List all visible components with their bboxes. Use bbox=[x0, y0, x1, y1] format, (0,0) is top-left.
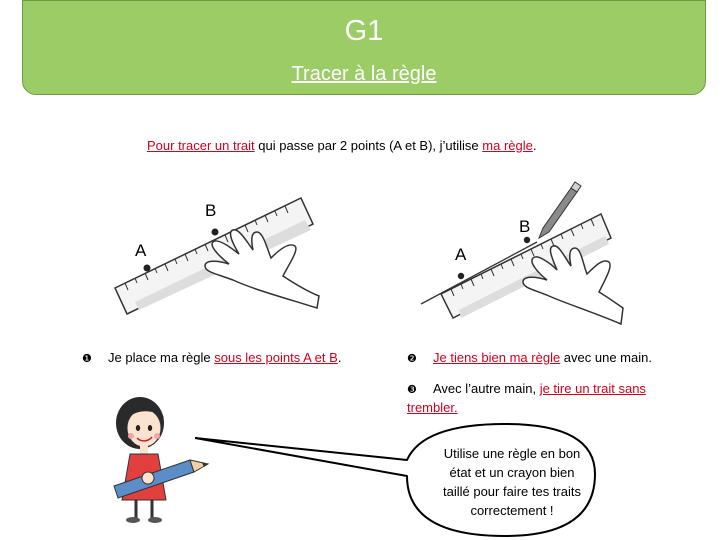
point-b-label: B bbox=[519, 217, 531, 236]
hand-icon bbox=[523, 246, 623, 324]
intro-text-end: . bbox=[532, 138, 537, 153]
intro-text bbox=[147, 137, 542, 154]
ruler-illustration-1 bbox=[105, 180, 325, 330]
step-3-text: Avec l’autre main, bbox=[433, 381, 540, 396]
point-a bbox=[458, 273, 464, 279]
page-subtitle: Tracer à la règle bbox=[291, 63, 437, 85]
point-a-label: A bbox=[135, 241, 147, 260]
intro-highlight-2: ma règle bbox=[482, 138, 533, 153]
hand-icon bbox=[142, 472, 154, 484]
point-a-label: A bbox=[455, 245, 467, 264]
title-banner bbox=[22, 0, 706, 95]
step-2-text: avec une main. bbox=[560, 350, 652, 365]
step-1-bullet: ❶ bbox=[82, 353, 92, 365]
point-b bbox=[212, 229, 219, 236]
point-b bbox=[524, 237, 530, 243]
step-3-bullet: ❸ bbox=[407, 384, 417, 396]
step-1-end: . bbox=[337, 350, 342, 365]
step-2 bbox=[407, 349, 667, 368]
point-a bbox=[144, 265, 151, 272]
girl-character bbox=[116, 397, 166, 523]
step-1 bbox=[82, 349, 347, 368]
intro-highlight-1: Pour tracer un trait bbox=[147, 138, 255, 153]
step-1-highlight: sous les points A et B bbox=[214, 350, 338, 365]
intro-text-2: qui passe par 2 points (A et B), j’utilise bbox=[254, 138, 483, 153]
step-2-highlight: Je tiens bien ma règle bbox=[433, 350, 561, 365]
page-title: G1 bbox=[344, 15, 384, 47]
step-2-bullet: ❷ bbox=[407, 353, 417, 365]
step-3-highlight: je tire un trait sans trembler. bbox=[407, 381, 646, 415]
bubble-text: Utilise une règle en bon état et un crayon bien taillé pour faire tes traits correctement ! bbox=[442, 446, 581, 518]
ruler-illustration-2 bbox=[415, 180, 625, 330]
step-1-text: Je place ma règle bbox=[108, 350, 215, 365]
point-b-label: B bbox=[205, 201, 217, 220]
